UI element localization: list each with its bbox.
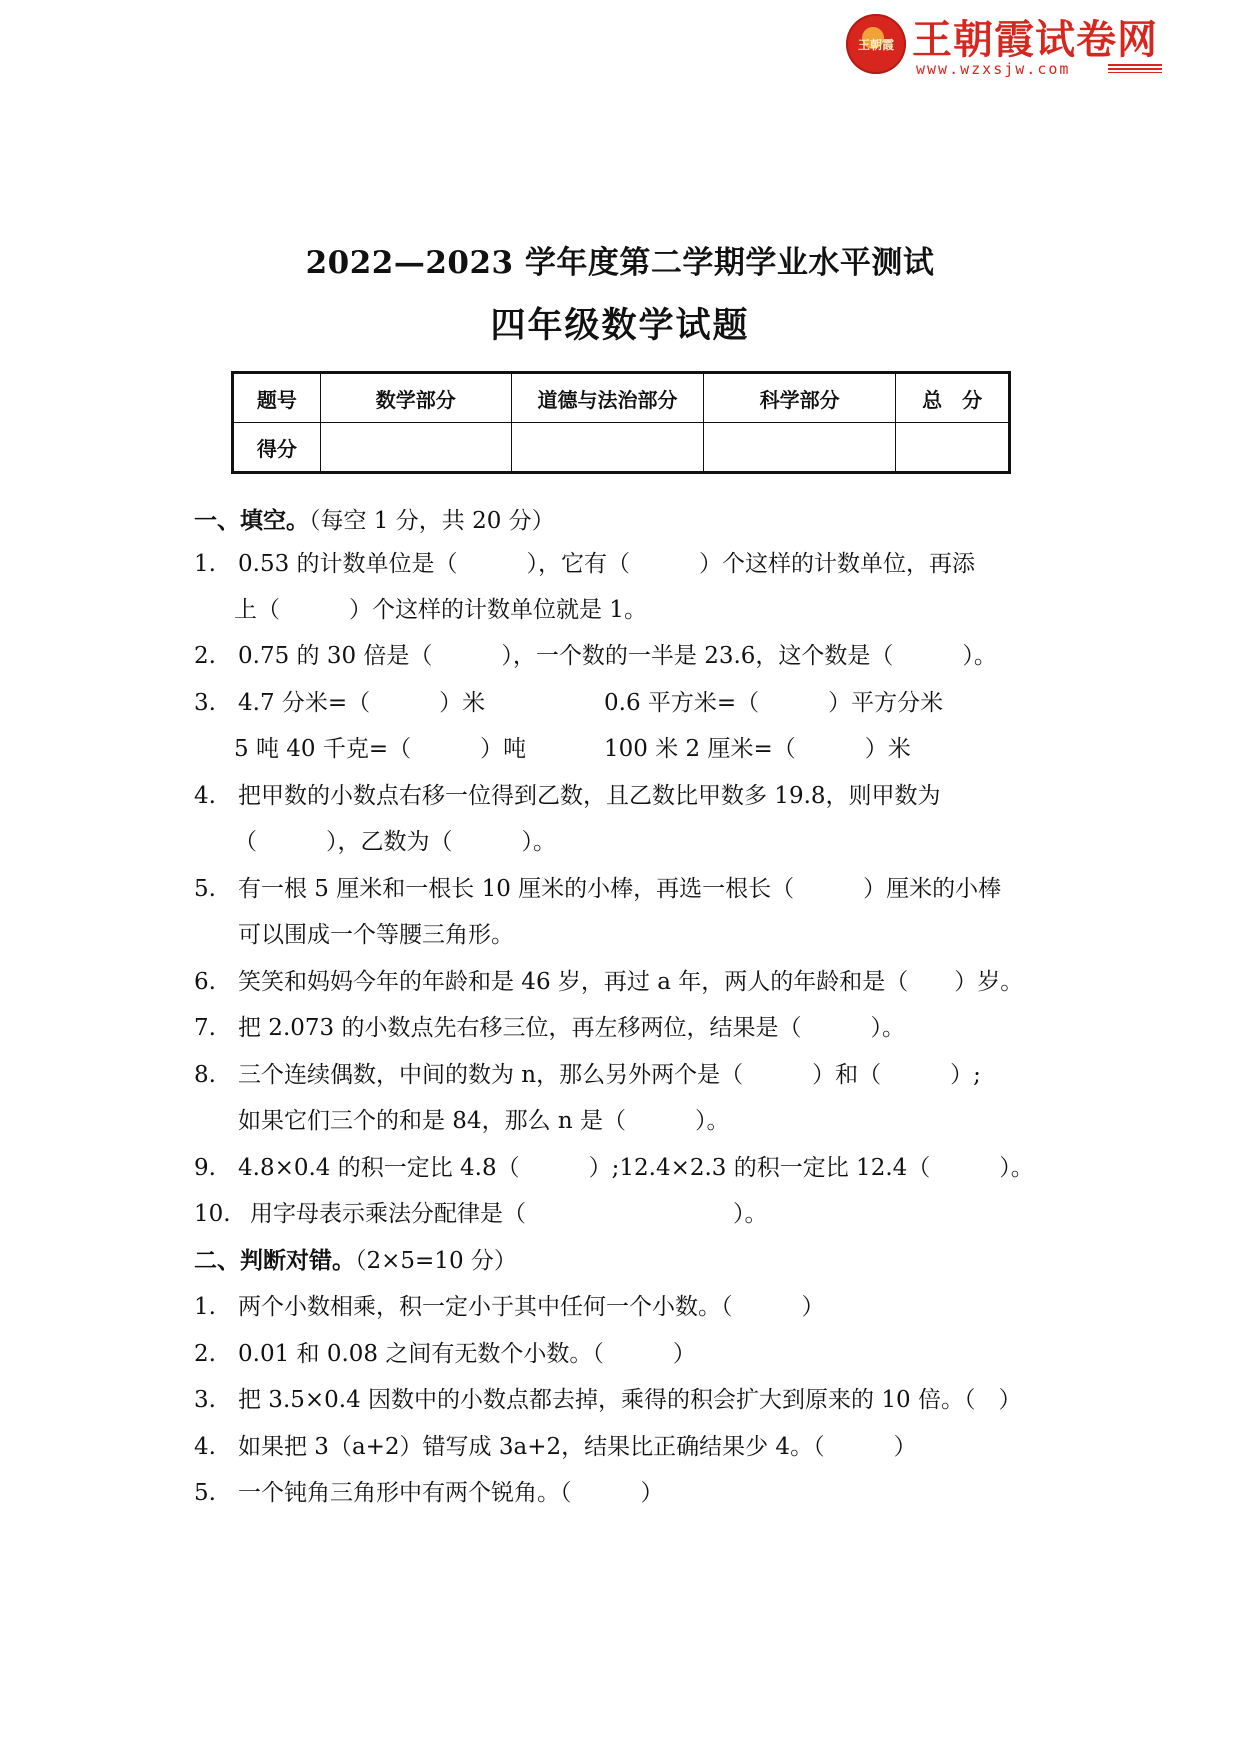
score-table-header-row (233, 373, 1010, 423)
question-number: 6. (194, 969, 216, 995)
logo-decoration (1108, 64, 1162, 73)
score-cell[interactable] (896, 423, 1010, 473)
exam-title: 2022—2023 学年度第二学期学业水平测试 (305, 245, 935, 281)
question-text: 5 吨 40 千克=（ ）吨 (234, 736, 527, 762)
question-text-right: 0.6 平方米=（ ）平方分米 (604, 690, 944, 716)
logo-seal-text: 王朝霞 (857, 38, 894, 52)
logo-url: www.wzxsjw.com (916, 60, 1071, 78)
question-number: 8. (194, 1062, 216, 1088)
question-text: 可以围成一个等腰三角形。 (238, 922, 514, 948)
question-text-right: 100 米 2 厘米=（ ）米 (604, 736, 911, 762)
score-cell[interactable] (511, 423, 703, 473)
logo-seal-icon (846, 14, 906, 74)
question-text: 把甲数的小数点右移一位得到乙数，且乙数比甲数多 19.8，则甲数为 (238, 783, 941, 809)
question-number: 2. (194, 1341, 216, 1367)
exam-subtitle: 四年级数学试题 (490, 305, 750, 346)
score-cell[interactable] (704, 423, 896, 473)
score-header-cell: 题号 (233, 373, 321, 423)
question-number: 3. (194, 1387, 216, 1413)
logo-name: 王朝霞试卷网 (912, 17, 1158, 63)
question-text: 上（ ）个这样的计数单位就是 1。 (234, 597, 647, 623)
question-text: 笑笑和妈妈今年的年龄和是 46 岁，再过 a 年，两人的年龄和是（ ）岁。 (238, 969, 1024, 995)
section1-heading (194, 506, 555, 536)
question-text: 把 2.073 的小数点先右移三位，再左移两位，结果是（ ）。 (238, 1015, 905, 1041)
score-header-cell: 总 分 (896, 373, 1010, 423)
question-number: 1. (194, 1294, 216, 1320)
section1-note: （每空 1 分，共 20 分） (309, 508, 555, 534)
question-text: 如果它们三个的和是 84，那么 n 是（ ）。 (238, 1108, 730, 1134)
question-text: 把 3.5×0.4 因数中的小数点都去掉，乘得的积会扩大到原来的 10 倍。（ ） (238, 1387, 1022, 1413)
question-text: （ ），乙数为（ ）。 (234, 829, 556, 855)
score-cell[interactable] (320, 423, 511, 473)
question-text: 两个小数相乘，积一定小于其中任何一个小数。（ ） (238, 1294, 825, 1320)
question-number: 5. (194, 1480, 216, 1506)
question-text: 4.8×0.4 的积一定比 4.8（ ）;12.4×2.3 的积一定比 12.4（ ）。 (238, 1155, 1034, 1181)
score-row-label: 得分 (233, 423, 321, 473)
question-text: 0.53 的计数单位是（ ），它有（ ）个这样的计数单位，再添 (238, 551, 976, 577)
section1-title: 一、填空。 (194, 507, 309, 534)
question-text: 一个钝角三角形中有两个锐角。（ ） (238, 1480, 664, 1506)
section2-heading (194, 1246, 517, 1276)
score-header-cell: 数学部分 (320, 373, 511, 423)
score-table (231, 371, 1011, 474)
section2-title: 二、判断对错。 (194, 1247, 355, 1274)
question-text: 用字母表示乘法分配律是（ ）。 (250, 1201, 768, 1227)
question-number: 5. (194, 876, 216, 902)
score-header-cell: 科学部分 (704, 373, 896, 423)
question-text: 4.7 分米=（ ）米 (238, 690, 486, 716)
section2-note: （2×5=10 分） (355, 1248, 517, 1274)
site-logo (846, 10, 1166, 76)
score-table-row (233, 423, 1010, 473)
question-text: 如果把 3（a+2）错写成 3a+2，结果比正确结果少 4。（ ） (238, 1434, 917, 1460)
question-number: 1. (194, 551, 216, 577)
question-number: 10. (194, 1201, 231, 1227)
question-number: 4. (194, 1434, 216, 1460)
score-header-cell: 道德与法治部分 (511, 373, 703, 423)
question-text: 0.01 和 0.08 之间有无数个小数。（ ） (238, 1341, 696, 1367)
question-text: 有一根 5 厘米和一根长 10 厘米的小棒，再选一根长（ ）厘米的小棒 (238, 876, 1002, 902)
question-number: 3. (194, 690, 216, 716)
question-number: 7. (194, 1015, 216, 1041)
question-text: 三个连续偶数，中间的数为 n，那么另外两个是（ ）和（ ）; (238, 1062, 981, 1088)
question-number: 9. (194, 1155, 216, 1181)
question-text: 0.75 的 30 倍是（ ），一个数的一半是 23.6，这个数是（ ）。 (238, 643, 997, 669)
question-number: 4. (194, 783, 216, 809)
question-number: 2. (194, 643, 216, 669)
